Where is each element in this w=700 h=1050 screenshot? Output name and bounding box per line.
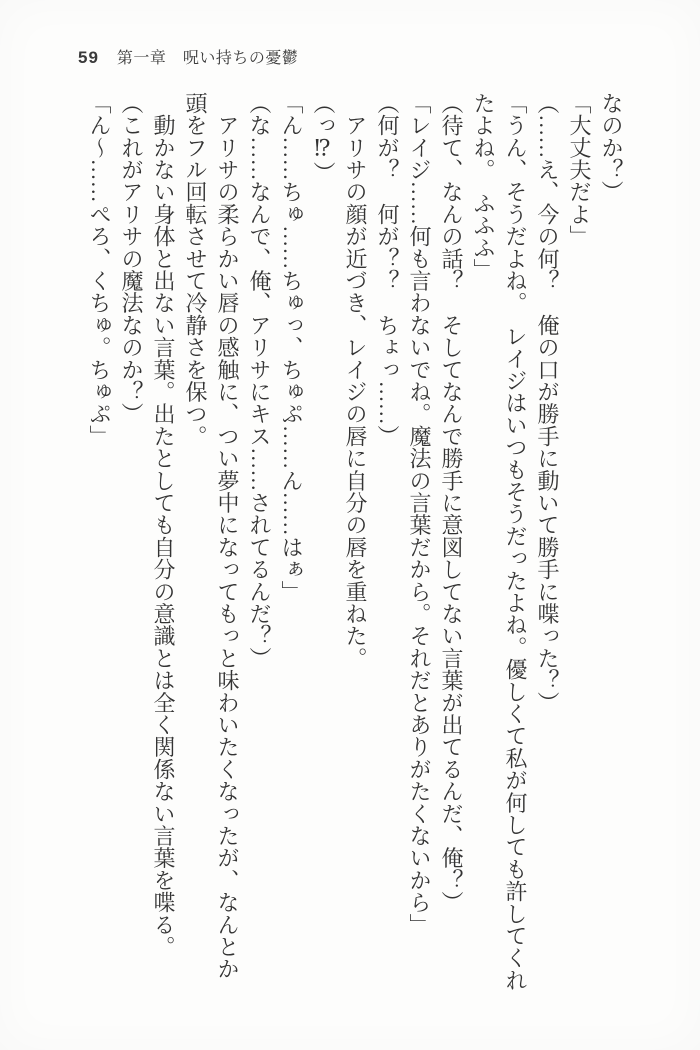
text-line: たよね。 ふふふ」 [471,92,496,281]
text-line: アリサの顔が近づき、レイジの唇に自分の唇を重ねた。 [343,92,368,670]
text-line: 「ん……ちゅ……ちゅっ、ちゅぷ……ん……はぁ」 [279,92,304,603]
text-line: 動かない身体と出ない言葉。出たとしても自分の意識とは全く関係ない言葉を喋る。 [151,92,176,958]
text-line: アリサの柔らかい唇の感触に、つい夢中になってもっと味わいたくなったが、なんとか [215,92,240,980]
text-line: 「レイジ……何も言わないでね。魔法の言葉だから。それだとありがたくないから」 [407,92,432,936]
text-line: （何が？ 何が？？ ちょっ……） [375,92,400,448]
text-line: なのか？） [599,92,624,203]
page-number: 59 [78,48,99,67]
page-header [78,45,298,68]
text-line: （待て、なんの話？ そしてなんで勝手に意図してない言葉が出てるんだ、俺？） [439,92,464,914]
novel-text-block [83,92,627,1008]
text-line: 「うん、そうだよね。 レイジはいつもそうだったよね。優しくて私が何しても許してくれ [503,92,528,992]
text-line: （っ⁉） [311,92,336,184]
text-line: 「ん〜……ぺろ、くちゅ。ちゅぷ」 [87,92,112,448]
text-line: （これがアリサの魔法なのか？） [119,92,144,425]
text-line: （……え、今の何？ 俺の口が勝手に動いて勝手に喋った？） [535,92,560,714]
text-line: （な……なんで、俺、アリサにキス……されてるんだ？） [247,92,272,670]
text-line: 頭をフル回転させて冷静さを保つ。 [183,92,208,448]
text-line: 「大丈夫だよ」 [567,92,592,248]
chapter-title: 第一章 呪い持ちの憂鬱 [116,50,299,67]
